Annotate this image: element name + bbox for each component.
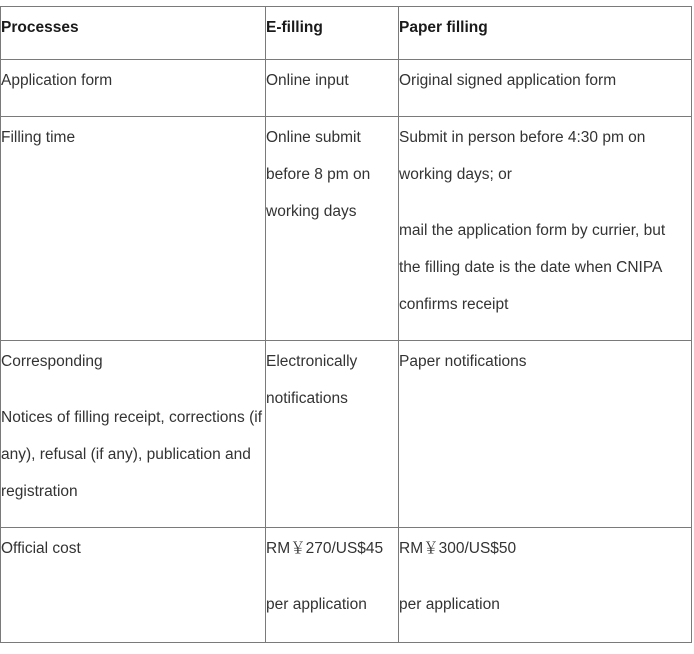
- cell-text: Original signed application form: [399, 72, 617, 89]
- cell-paper-filling: [399, 60, 692, 117]
- cell-text: Online submit before 8 pm on working days: [266, 129, 371, 220]
- cell-text: Submit in person before 4:30 pm on working days; or: [399, 129, 646, 183]
- table-row: [1, 60, 692, 117]
- cell-e-filling: [266, 117, 399, 341]
- cell-paper-filling: [399, 341, 692, 528]
- cell-process: [1, 528, 266, 643]
- table-row: [1, 341, 692, 528]
- cell-text: RM￥270/US$45: [266, 540, 384, 557]
- filing-comparison-table: [0, 6, 692, 643]
- table-header-row: [1, 7, 692, 60]
- cell-text: Filling time: [1, 129, 76, 146]
- header-e-filling: E-filling: [266, 7, 399, 60]
- header-paper-filling: Paper filling: [399, 7, 692, 60]
- table-row: [1, 117, 692, 341]
- cell-text: Official cost: [1, 540, 81, 557]
- cell-process: [1, 341, 266, 528]
- cell-text: Corresponding: [1, 353, 103, 370]
- header-processes: Processes: [1, 7, 266, 60]
- cell-e-filling: [266, 528, 399, 643]
- cell-text: per application: [399, 596, 500, 613]
- cell-text: RM￥300/US$50: [399, 540, 517, 557]
- cell-text: mail the application form by currier, but the filling date is the date when CNIPA confirms receipt: [399, 222, 666, 313]
- cell-process: [1, 60, 266, 117]
- cell-paper-filling: [399, 528, 692, 643]
- cell-text: Application form: [1, 72, 113, 89]
- cell-text: Notices of filling receipt, corrections (if any), refusal (if any), publication and registration: [1, 409, 263, 500]
- cell-text: per application: [266, 596, 367, 613]
- cell-text: Electronically notifications: [266, 353, 358, 407]
- cell-text: Online input: [266, 72, 349, 89]
- cell-paper-filling: [399, 117, 692, 341]
- table-row: [1, 528, 692, 643]
- cell-text: Paper notifications: [399, 353, 527, 370]
- cell-e-filling: [266, 341, 399, 528]
- cell-process: [1, 117, 266, 341]
- cell-e-filling: [266, 60, 399, 117]
